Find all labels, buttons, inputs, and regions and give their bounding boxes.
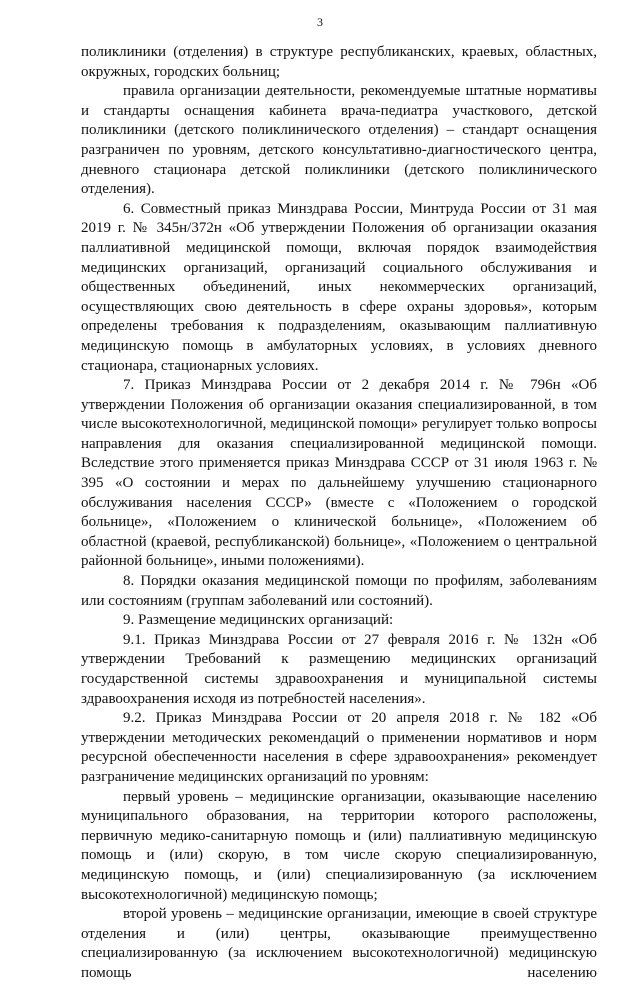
paragraph: первый уровень – медицинские организации, оказывающие населению муниципального образования, на территории которого расположены, первичную медико-санитарную помощь и (или) паллиативную медицинскую помощь и (или) скорую, в том числе скорую специализированную, медицинскую помощь, и (или) специализированную (за исключением высокотехнологичной) медицинскую помощь; [81, 788, 597, 903]
paragraph: 9.2. Приказ Минздрава России от 20 апреля 2018 г. № 182 «Об утверждении методических рекомендаций о применении нормативов и норм ресурсной обеспеченности населения в сфере здравоохранения» рекомендует разграничение медицинских организаций по уровням: [81, 710, 597, 785]
paragraph: второй уровень – медицинские организации, имеющие в своей структуре отделения и (или) центры, оказывающие преимущественно специализированную (за исключением высокотехнологичной) медицинскую помощь населению [81, 906, 597, 981]
paragraph: 9. Размещение медицинских организаций: [123, 612, 394, 629]
paragraph: 6. Совместный приказ Минздрава России, Минтруда России от 31 мая 2019 г. № 345н/372н «Об утверждении Положения об организации оказания паллиативной медицинской помощи, включая порядок взаимодействия медицинских организаций, организаций социального обслуживания и общественных объединений, иных некоммерческих организаций, осуществляющих свою деятельность в сфере охраны здоровья», которым определены требования к подразделениям, оказывающим паллиативную медицинскую помощь в амбулаторных условиях, в условиях дневного стационара, стационарных условиях. [81, 200, 597, 374]
paragraph: правила организации деятельности, рекомендуемые штатные нормативы и стандарты оснащения кабинета врача-педиатра участкового, детской поликлиники (детского поликлинического отделения) – стандарт оснащения разграничен по уровням, детского консультативно-диагностического центра, дневного стационара детской поликлиники (детского поликлинического отделения). [81, 83, 597, 198]
document-body [81, 43, 597, 984]
paragraph: 9.1. Приказ Минздрава России от 27 февраля 2016 г. № 132н «Об утверждении Требований к размещению медицинских организаций государственной системы здравоохранения и муниципальной системы здравоохранения исходя из потребностей населения». [81, 631, 597, 707]
paragraph: поликлиники (отделения) в структуре республиканских, краевых, областных, окружных, городских больниц; [81, 44, 597, 80]
page-number: 3 [317, 15, 323, 29]
paragraph: 8. Порядки оказания медицинской помощи по профилям, заболеваниям или состояниям (группам заболеваний или состояний). [81, 573, 597, 609]
paragraph: 7. Приказ Минздрава России от 2 декабря 2014 г. № 796н «Об утверждении Положения об организации оказания специализированной, в том числе высокотехнологичной, медицинской помощи» регулирует только вопросы направления для оказания специализированной медицинской помощи. Вследствие этого применяется приказ Минздрава СССР от 31 июля 1963 г. № 395 «О состоянии и мерах по дальнейшему улучшению стационарного обслуживания населения СССР» (вместе с «Положением о городской больнице», «Положением о клинической больнице», «Положением об областной (краевой, республиканской) больнице», «Положением о центральной районной больнице», иными положениями). [81, 377, 597, 570]
